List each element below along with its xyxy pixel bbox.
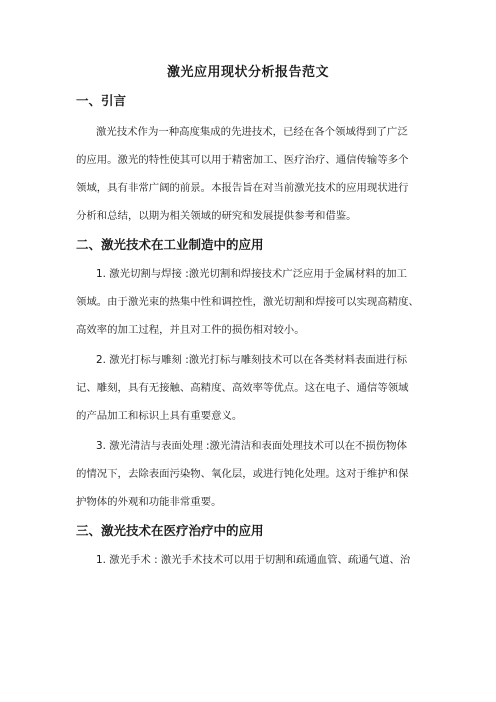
list-item-line: 护物体的外观和功能非常重要。 [76, 496, 222, 508]
list-item-line: 记、雕刻，具有无接触、高精度、高效率等优点。这在电子、通信等领域 [76, 382, 409, 394]
paragraph-line: 激光技术作为一种高度集成的先进技术，已经在各个领域得到了广泛 [96, 126, 408, 138]
list-item-line: 高效率的加工过程，并且对工件的损伤相对较小。 [76, 324, 305, 336]
list-item-line: 1. 激光手术 : 激光手术技术可以用于切割和疏通血管、疏通气道、治 [96, 554, 411, 566]
list-item-line: 1. 激光切割与焊接 :激光切割和焊接技术广泛应用于金属材料的加工 [96, 268, 407, 280]
section-heading-medical: 三、激光技术在医疗治疗中的应用 [76, 523, 264, 538]
list-item-line: 的产品加工和标识上具有重要意义。 [76, 410, 243, 422]
paragraph-line: 领域，具有非常广阔的前景。本报告旨在对当前激光技术的应用现状进行 [76, 182, 409, 194]
list-item-line: 2. 激光打标与雕刻 :激光打标与雕刻技术可以在各类材料表面进行标 [96, 354, 407, 366]
paragraph-line: 分析和总结，以期为相关领域的研究和发展提供参考和借鉴。 [76, 210, 357, 222]
section-heading-introduction: 一、引言 [76, 93, 127, 108]
list-item-line: 3. 激光清洁与表面处理 :激光清洁和表面处理技术可以在不损伤物体 [96, 440, 407, 452]
section-heading-industrial: 二、激光技术在工业制造中的应用 [76, 237, 264, 252]
list-item-line: 领域。由于激光束的热集中性和调控性，激光切割和焊接可以实现高精度、 [76, 296, 419, 308]
document-title: 激光应用现状分析报告范文 [166, 65, 329, 80]
list-item-line: 的情况下，去除表面污染物、氧化层，或进行钝化处理。这对于维护和保 [76, 468, 409, 480]
paragraph-line: 的应用。激光的特性使其可以用于精密加工、医疗治疗、通信传输等多个 [76, 154, 409, 166]
